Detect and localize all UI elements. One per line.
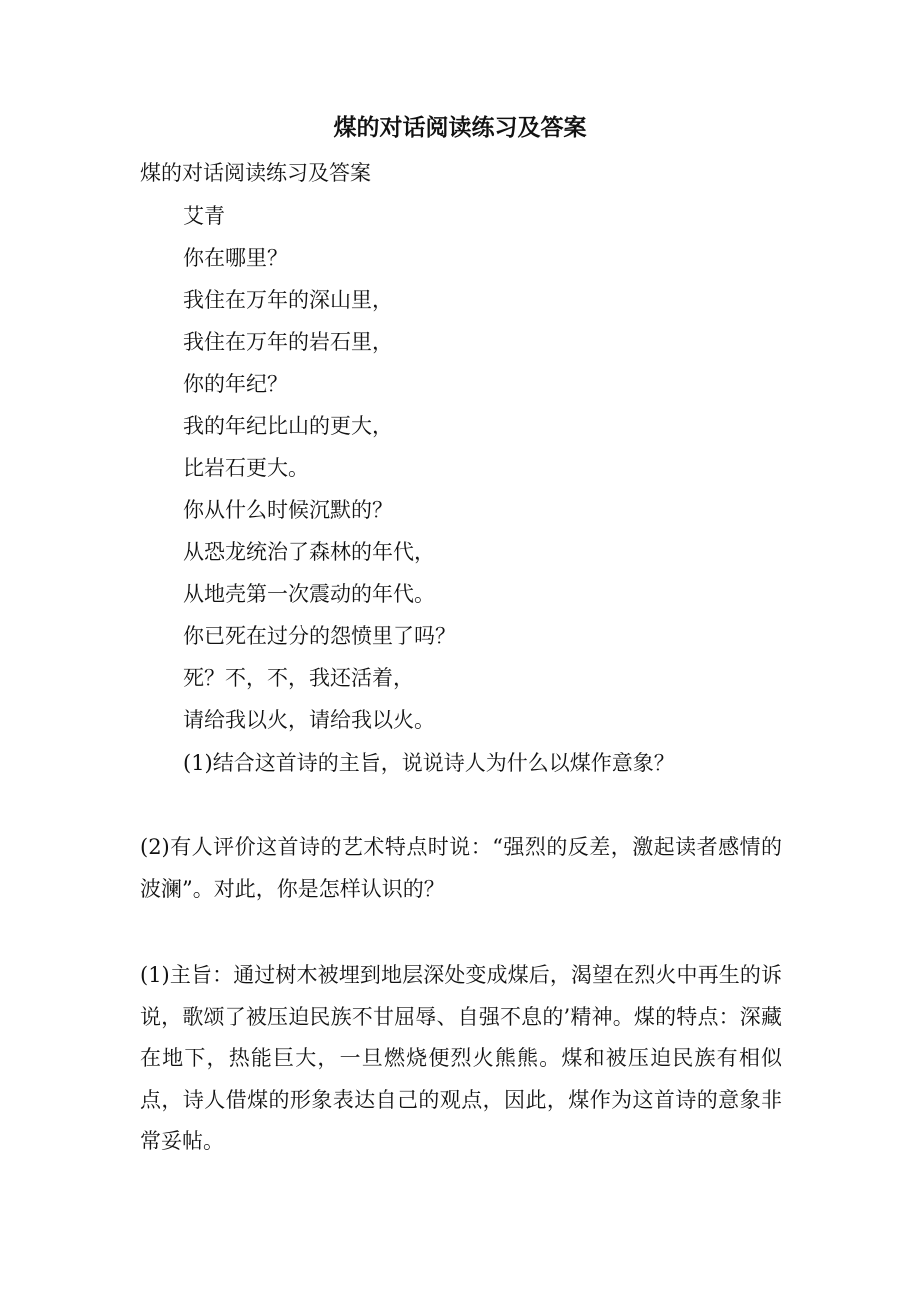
poem-line: 我的年纪比山的更大， [183, 414, 393, 438]
poem [183, 200, 456, 746]
question-1: (1)结合这首诗的主旨，说说诗人为什么以煤作意象？ [183, 751, 675, 775]
poem-line: 你的年纪？ [183, 372, 288, 396]
poem-line: 你从什么时候沉默的？ [183, 498, 393, 522]
poem-line: 你在哪里？ [183, 246, 288, 270]
poem-line: 你已死在过分的怨愤里了吗？ [183, 624, 456, 648]
poem-line: 请给我以火，请给我以火。 [183, 708, 435, 732]
poem-line: 我住在万年的岩石里， [183, 330, 393, 354]
poem-author: 艾青 [183, 204, 225, 228]
poem-line: 比岩石更大。 [183, 456, 309, 480]
poem-line: 从地壳第一次震动的年代。 [183, 582, 435, 606]
answer-1: (1)主旨：通过树木被埋到地层深处变成煤后，渴望在烈火中再生的诉说，歌颂了被压迫民族不甘屈辱、自强不息的’精神。煤的特点：深藏在地下，热能巨大，一旦燃烧便烈火熊熊。煤和被压迫民族有相似点，诗人借煤的形象表达自己的观点，因此，煤作为这首诗的意象非常妥帖。 [140, 963, 782, 1153]
poem-line: 从恐龙统治了森林的年代， [183, 540, 435, 564]
poem-line: 死？不，不，我还活着， [183, 666, 414, 690]
document-subtitle: 煤的对话阅读练习及答案 [140, 161, 371, 185]
document-title: 煤的对话阅读练习及答案 [333, 114, 587, 141]
poem-line: 我住在万年的深山里， [183, 288, 393, 312]
question-2: (2)有人评价这首诗的艺术特点时说：“强烈的反差，激起读者感情的波澜”。对此，你是怎样认识的？ [140, 835, 782, 901]
